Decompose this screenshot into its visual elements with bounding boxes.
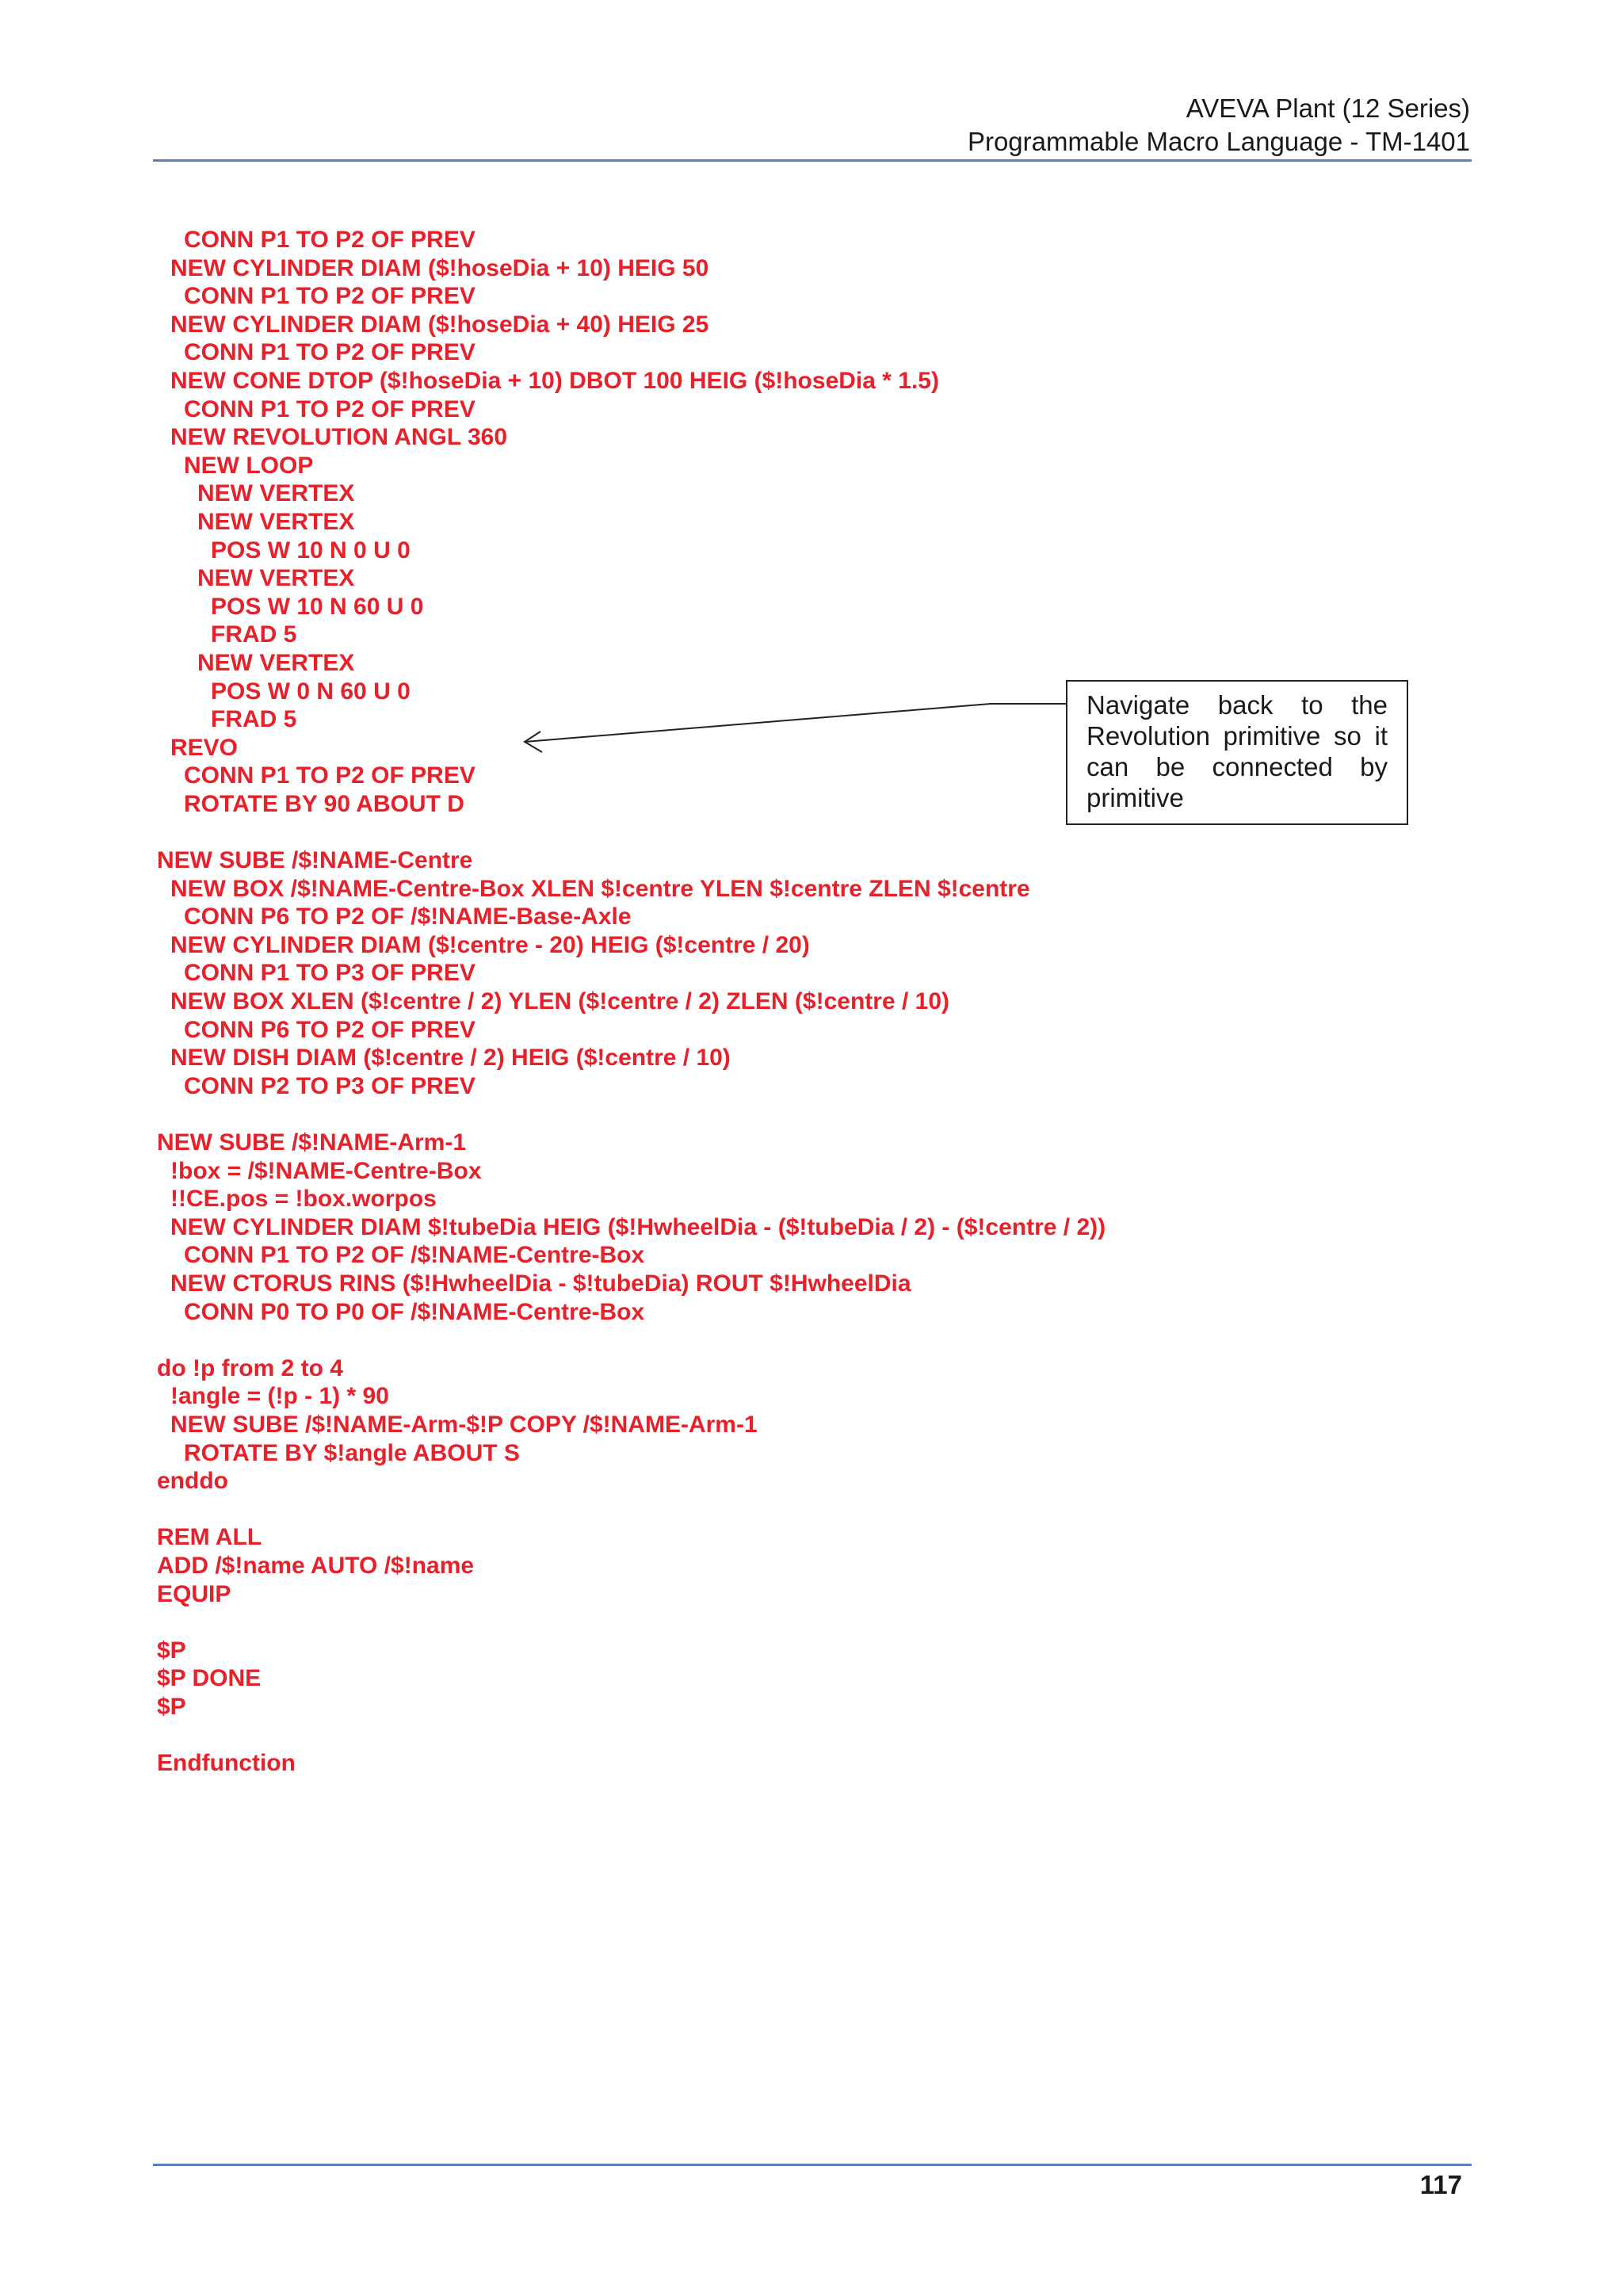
code-line: POS W 10 N 0 U 0	[211, 537, 411, 563]
code-line	[157, 1721, 1106, 1749]
code-line	[157, 1100, 1106, 1129]
code-line: !box = /$!NAME-Centre-Box	[170, 1157, 482, 1184]
code-line: NEW SUBE /$!NAME-Arm-$!P COPY /$!NAME-Arm-1	[170, 1411, 758, 1438]
code-line: $P DONE	[157, 1665, 262, 1692]
code-line: CONN P1 TO P2 OF PREV	[184, 283, 475, 310]
code-line: CONN P1 TO P2 OF /$!NAME-Centre-Box	[184, 1242, 645, 1269]
code-line: REVO	[170, 734, 239, 761]
code-line: NEW CTORUS RINS ($!HwheelDia - $!tubeDia) ROUT $!HwheelDia	[170, 1270, 911, 1297]
document-title: AVEVA Plant (12 Series)	[1186, 94, 1470, 123]
code-line: NEW VERTEX	[197, 649, 355, 676]
code-line: NEW SUBE /$!NAME-Centre	[157, 847, 473, 874]
code-line: Endfunction	[157, 1750, 296, 1777]
code-line: do !p from 2 to 4	[157, 1354, 343, 1381]
code-line: FRAD 5	[211, 706, 297, 733]
code-line: CONN P1 TO P2 OF PREV	[184, 762, 475, 789]
code-line: CONN P2 TO P3 OF PREV	[184, 1072, 475, 1099]
code-line: CONN P1 TO P3 OF PREV	[184, 960, 475, 987]
code-line: NEW CONE DTOP ($!hoseDia + 10) DBOT 100 HEIG ($!hoseDia * 1.5)	[170, 367, 939, 394]
code-line: NEW REVOLUTION ANGL 360	[170, 424, 508, 451]
code-line: ROTATE BY $!angle ABOUT S	[184, 1439, 520, 1466]
code-line: POS W 0 N 60 U 0	[211, 678, 411, 705]
code-line: !angle = (!p - 1) * 90	[170, 1383, 389, 1410]
document-subtitle: Programmable Macro Language - TM-1401	[967, 127, 1470, 156]
code-line: NEW LOOP	[184, 452, 314, 479]
code-line: NEW CYLINDER DIAM ($!hoseDia + 10) HEIG 50	[170, 254, 709, 281]
page-number: 117	[1419, 2170, 1462, 2199]
code-line: NEW CYLINDER DIAM $!tubeDia HEIG ($!HwheelDia - ($!tubeDia / 2) - ($!centre / 2))	[170, 1213, 1106, 1240]
code-line: EQUIP	[157, 1580, 231, 1607]
code-line: CONN P1 TO P2 OF PREV	[184, 227, 475, 253]
header-rule	[153, 159, 1472, 162]
code-line	[157, 1608, 1106, 1637]
code-line: $P	[157, 1637, 186, 1664]
code-line: ADD /$!name AUTO /$!name	[157, 1552, 475, 1579]
code-line: NEW VERTEX	[197, 480, 355, 507]
code-line: NEW VERTEX	[197, 508, 355, 535]
code-line: POS W 10 N 60 U 0	[211, 593, 424, 620]
code-line: CONN P1 TO P2 OF PREV	[184, 395, 475, 422]
code-line	[157, 1326, 1106, 1354]
callout-text: Navigate back to the Revolution primitive so it can be connected by primitive	[1086, 690, 1388, 812]
code-line: CONN P6 TO P2 OF /$!NAME-Base-Axle	[184, 904, 632, 930]
code-line: CONN P0 TO P0 OF /$!NAME-Centre-Box	[184, 1298, 645, 1325]
callout-box	[1066, 680, 1408, 825]
code-line: ROTATE BY 90 ABOUT D	[184, 790, 464, 817]
code-line: NEW VERTEX	[197, 565, 355, 592]
code-line: !!CE.pos = !box.worpos	[170, 1186, 437, 1213]
code-line: NEW DISH DIAM ($!centre / 2) HEIG ($!centre / 10)	[170, 1045, 731, 1072]
page-header	[968, 92, 1470, 159]
code-listing	[157, 226, 1106, 1778]
code-line: CONN P1 TO P2 OF PREV	[184, 339, 475, 366]
code-line: NEW BOX /$!NAME-Centre-Box XLEN $!centre YLEN $!centre ZLEN $!centre	[170, 875, 1030, 902]
footer-rule	[153, 2164, 1472, 2166]
code-line: NEW SUBE /$!NAME-Arm-1	[157, 1129, 467, 1156]
code-line: CONN P6 TO P2 OF PREV	[184, 1016, 475, 1043]
code-line: NEW BOX XLEN ($!centre / 2) YLEN ($!centre / 2) ZLEN ($!centre / 10)	[170, 988, 949, 1015]
code-line	[157, 1496, 1106, 1524]
code-line: $P	[157, 1693, 186, 1720]
code-line: REM ALL	[157, 1524, 262, 1551]
code-line	[157, 818, 1106, 846]
code-line: enddo	[157, 1468, 228, 1495]
code-line: FRAD 5	[211, 621, 297, 648]
code-line: NEW CYLINDER DIAM ($!centre - 20) HEIG ($!centre / 20)	[170, 931, 810, 958]
code-line: NEW CYLINDER DIAM ($!hoseDia + 40) HEIG 25	[170, 311, 709, 338]
